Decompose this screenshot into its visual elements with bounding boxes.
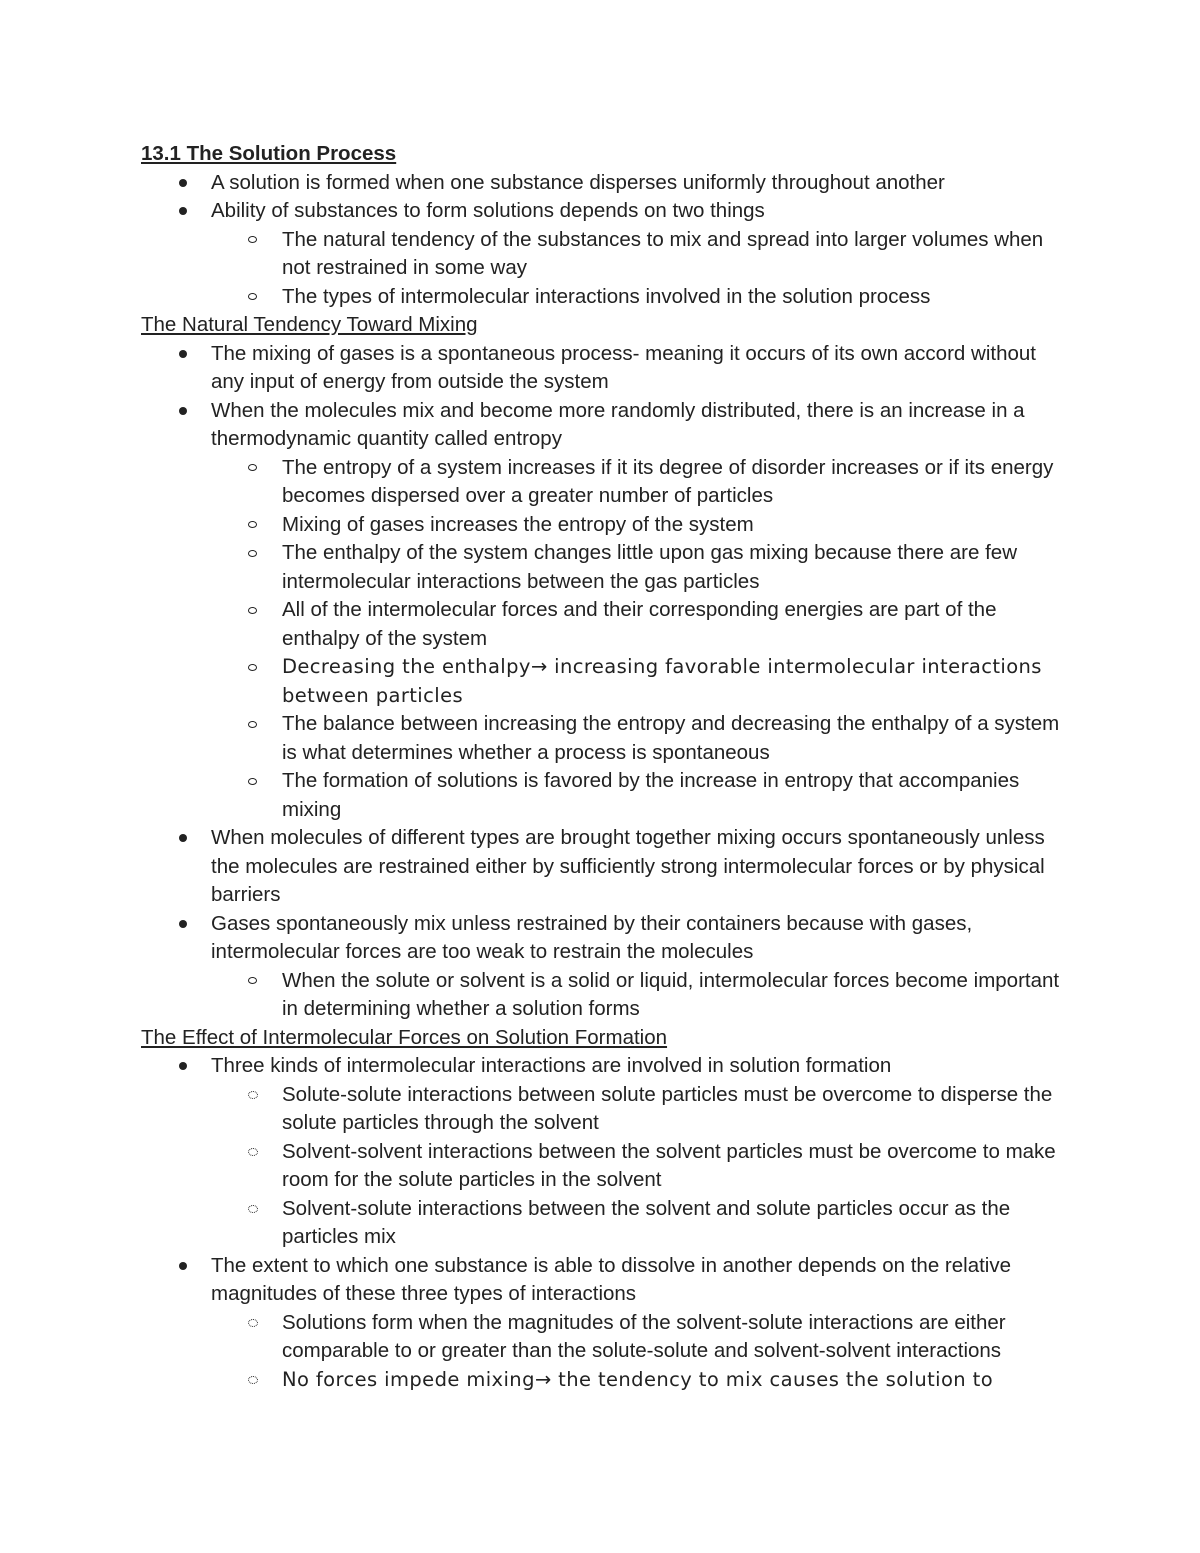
sub-list-item-text: No forces impede mixing→ the tendency to mix causes the solution to xyxy=(282,1367,994,1391)
section-heading-mixing: The Natural Tendency Toward Mixing xyxy=(141,313,478,336)
list-item xyxy=(141,169,1071,198)
hollow-bullet-icon xyxy=(248,539,257,568)
filled-bullet-icon xyxy=(179,397,187,426)
sub-list-item-text: All of the intermolecular forces and their corresponding energies are part of the enthalpy of the system xyxy=(282,598,997,650)
dotted-bullet-icon xyxy=(248,1309,258,1338)
intro-list xyxy=(141,169,1071,312)
sub-list xyxy=(211,1081,1071,1252)
sub-list-item-text: The natural tendency of the substances to mix and spread into larger volumes when not restrained in some way xyxy=(282,227,1044,279)
hollow-bullet-icon xyxy=(248,283,257,312)
sub-list-item-text: The formation of solutions is favored by the increase in entropy that accompanies mixing xyxy=(282,769,1020,821)
hollow-bullet-icon xyxy=(248,454,257,483)
sub-list-item xyxy=(211,596,1071,653)
hollow-bullet-icon xyxy=(248,511,257,540)
document-content xyxy=(141,140,1071,1394)
list-item xyxy=(141,824,1071,910)
sub-list-item xyxy=(211,283,1071,312)
list-item xyxy=(141,340,1071,397)
filled-bullet-icon xyxy=(179,169,187,198)
list-item-text: A solution is formed when one substance disperses uniformly throughout another xyxy=(211,170,945,194)
mixing-list xyxy=(141,340,1071,1024)
dotted-bullet-icon xyxy=(248,1195,258,1224)
sub-list-item-text: The balance between increasing the entropy and decreasing the enthalpy of a system is what determines whether a process is spontaneous xyxy=(282,712,1060,764)
sub-list-item-text: The entropy of a system increases if it its degree of disorder increases or if its energy becomes dispersed over a greater number of particles xyxy=(282,455,1054,507)
sub-list-item-text: Solvent-solvent interactions between the solvent particles must be overcome to make room for the solute particles in the solvent xyxy=(282,1139,1056,1191)
sub-list-item xyxy=(211,1195,1071,1252)
sub-list-item xyxy=(211,1366,1071,1395)
list-item xyxy=(141,1252,1071,1395)
sub-list-item-text: Mixing of gases increases the entropy of the system xyxy=(282,512,754,536)
list-item-text: When molecules of different types are brought together mixing occurs spontaneously unless the molecules are restrained either by sufficiently strong intermolecular forces or by physical barriers xyxy=(211,826,1045,906)
list-item-text: The mixing of gases is a spontaneous process- meaning it occurs of its own accord without any input of energy from outside the system xyxy=(211,341,1036,393)
sub-list-item xyxy=(211,226,1071,283)
hollow-bullet-icon xyxy=(248,967,257,996)
hollow-bullet-icon xyxy=(248,226,257,255)
sub-list-item xyxy=(211,653,1071,710)
sub-list-item xyxy=(211,967,1071,1024)
sub-list-item xyxy=(211,454,1071,511)
sub-list xyxy=(211,454,1071,825)
sub-list-item xyxy=(211,1309,1071,1366)
page-title: 13.1 The Solution Process xyxy=(141,142,397,165)
sub-list xyxy=(211,967,1071,1024)
sub-list-item-text: Solutions form when the magnitudes of the solvent-solute interactions are either comparable to or greater than the solute-solute and solvent-solvent interactions xyxy=(282,1310,1006,1362)
section-heading-intermolecular-forces: The Effect of Intermolecular Forces on Solution Formation xyxy=(141,1025,668,1049)
dotted-bullet-icon xyxy=(248,1081,258,1110)
sub-list-item xyxy=(211,539,1071,596)
list-item-text: The extent to which one substance is able to dissolve in another depends on the relative magnitudes of these three types of interactions xyxy=(211,1253,1012,1305)
dotted-bullet-icon xyxy=(248,1138,258,1167)
sub-list-item xyxy=(211,1138,1071,1195)
sub-list-item-text: Decreasing the enthalpy→ increasing favorable intermolecular interactions between particles xyxy=(282,655,1042,707)
filled-bullet-icon xyxy=(179,340,187,369)
list-item xyxy=(141,910,1071,1024)
sub-list xyxy=(211,1309,1071,1395)
hollow-bullet-icon xyxy=(248,710,257,739)
list-item xyxy=(141,197,1071,311)
sub-list-item xyxy=(211,1081,1071,1138)
sub-list-item-text: When the solute or solvent is a solid or liquid, intermolecular forces become important in determining whether a solution forms xyxy=(282,968,1060,1020)
filled-bullet-icon xyxy=(179,1252,187,1281)
list-item-text: Gases spontaneously mix unless restrained by their containers because with gases, intermolecular forces are too weak to restrain the molecules xyxy=(211,911,973,963)
filled-bullet-icon xyxy=(179,824,187,853)
sub-list-item xyxy=(211,511,1071,540)
hollow-bullet-icon xyxy=(248,653,257,682)
sub-list-item-text: Solute-solute interactions between solute particles must be overcome to disperse the solute particles through the solvent xyxy=(282,1082,1053,1134)
sub-list-item xyxy=(211,710,1071,767)
sub-list xyxy=(211,226,1071,312)
filled-bullet-icon xyxy=(179,910,187,939)
filled-bullet-icon xyxy=(179,1052,187,1081)
sub-list-item-text: Solvent-solute interactions between the solvent and solute particles occur as the particles mix xyxy=(282,1196,1011,1248)
list-item-text: Three kinds of intermolecular interactions are involved in solution formation xyxy=(211,1054,892,1077)
list-item xyxy=(141,1052,1071,1252)
dotted-bullet-icon xyxy=(248,1366,258,1395)
list-item-text: When the molecules mix and become more randomly distributed, there is an increase in a thermodynamic quantity called entropy xyxy=(211,398,1025,450)
list-item xyxy=(141,397,1071,825)
forces-list xyxy=(141,1052,1071,1394)
hollow-bullet-icon xyxy=(248,767,257,796)
filled-bullet-icon xyxy=(179,197,187,226)
sub-list-item-text: The enthalpy of the system changes little upon gas mixing because there are few intermolecular interactions between the gas particles xyxy=(282,541,1018,593)
hollow-bullet-icon xyxy=(248,596,257,625)
sub-list-item-text: The types of intermolecular interactions involved in the solution process xyxy=(282,284,931,308)
sub-list-item xyxy=(211,767,1071,824)
list-item-text: Ability of substances to form solutions depends on two things xyxy=(211,199,765,222)
